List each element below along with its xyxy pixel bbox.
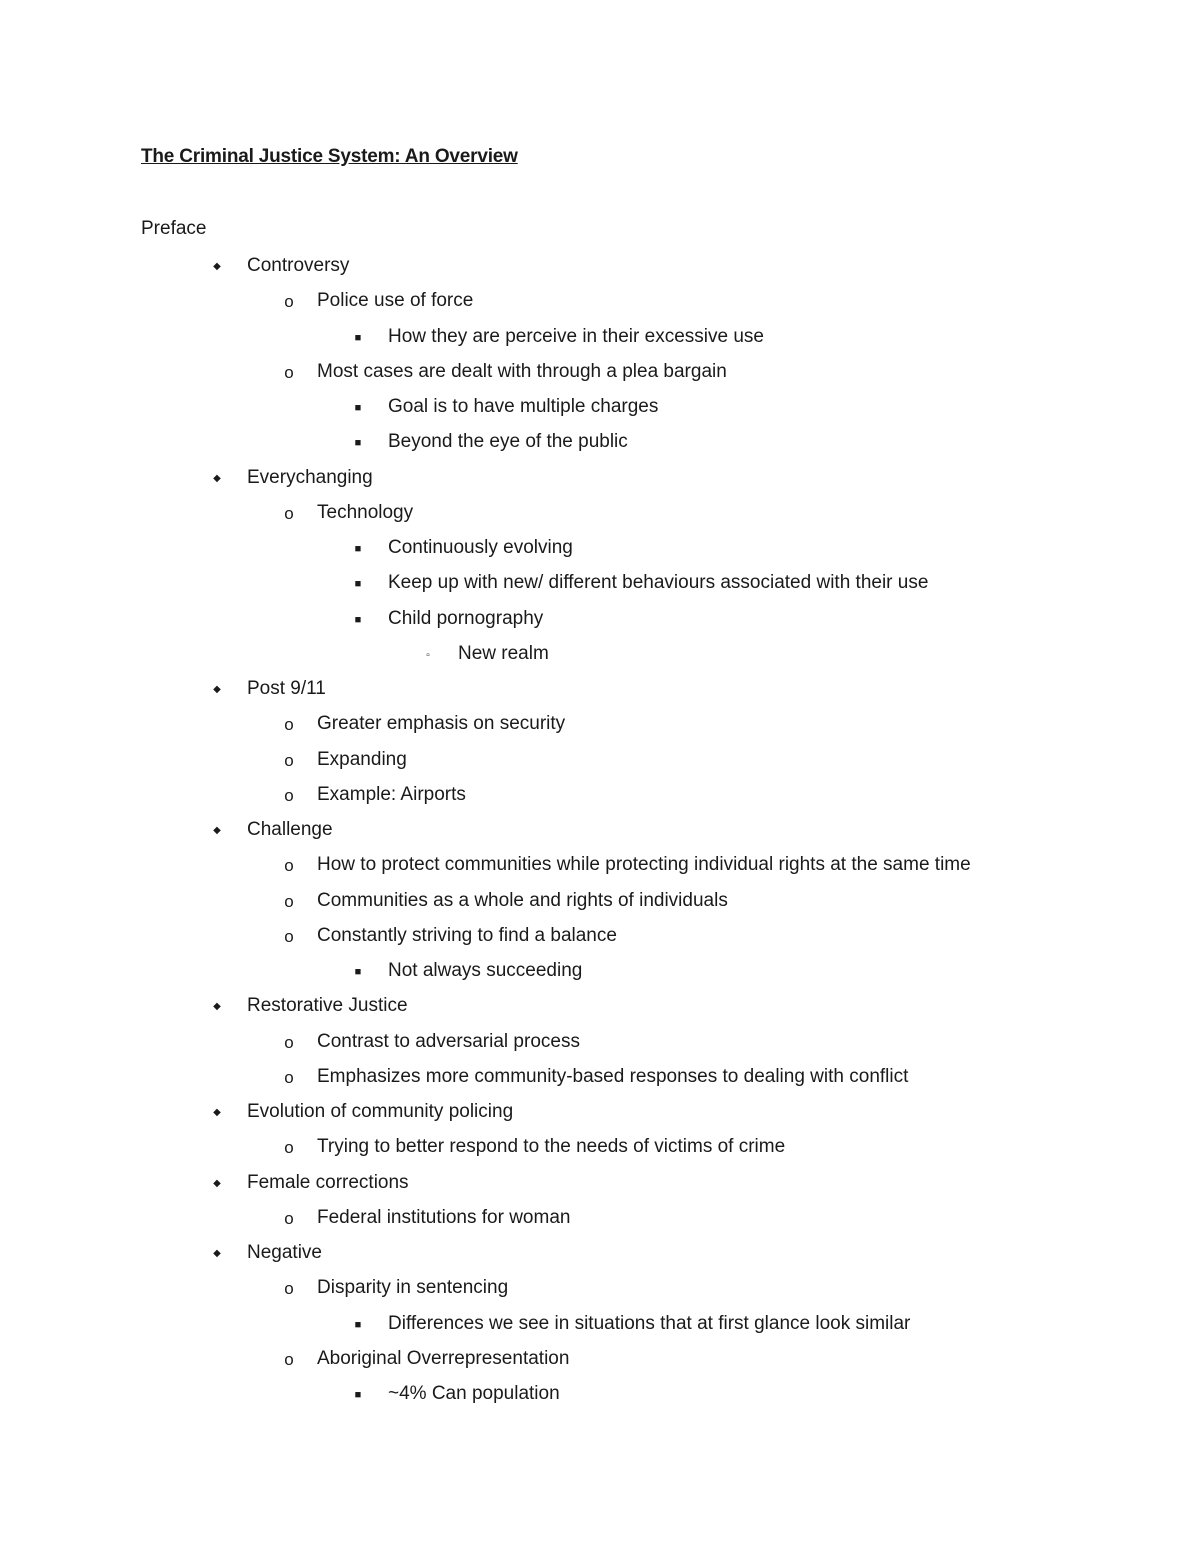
bullet-level-1-icon: ◆	[213, 1177, 221, 1189]
outline-item-text: Disparity in sentencing	[317, 1277, 509, 1299]
bullet-level-2-icon: o	[284, 1349, 294, 1369]
outline-item-text: How they are perceive in their excessive use	[388, 325, 764, 347]
outline-item-text: Negative	[247, 1242, 322, 1263]
bullet-level-2-icon: o	[284, 926, 294, 946]
outline-item-text: Contrast to adversarial process	[317, 1030, 580, 1052]
outline-item-text: Differences we see in situations that at first glance look similar	[388, 1312, 911, 1334]
bullet-level-2-icon: o	[284, 750, 294, 770]
outline-item-text: Continuously evolving	[388, 537, 573, 558]
outline-item-text: Expanding	[317, 748, 407, 770]
outline-item-text: New realm	[458, 642, 549, 664]
outline-item-text: Communities as a whole and rights of individuals	[317, 889, 728, 911]
outline-item-text: Trying to better respond to the needs of victims of crime	[317, 1136, 786, 1158]
outline-item-text: Technology	[317, 501, 414, 523]
bullet-level-1-icon: ◆	[213, 1001, 221, 1013]
outline-item-text: Keep up with new/ different behaviours associated with their use	[388, 572, 929, 594]
bullet-level-2-icon: o	[284, 715, 294, 735]
outline-item-text: Most cases are dealt with through a plea bargain	[317, 360, 727, 382]
bullet-level-3-icon: ■	[354, 613, 362, 626]
bullet-level-2-icon: o	[284, 292, 294, 312]
outline-item-text: Constantly striving to find a balance	[317, 924, 617, 946]
bullet-level-2-icon: o	[284, 362, 294, 382]
bullet-level-1-icon: ◆	[213, 1107, 221, 1118]
outline-item-text: Example: Airports	[317, 783, 466, 805]
outline-item-text: Not always succeeding	[388, 960, 583, 981]
outline-item-text: Goal is to have multiple charges	[388, 396, 659, 417]
document-title: The Criminal Justice System: An Overview	[141, 146, 518, 167]
bullet-level-3-icon: ■	[354, 331, 362, 344]
bullet-level-3-icon: ■	[354, 543, 362, 555]
bullet-level-3-icon: ■	[354, 437, 362, 450]
bullet-level-2-icon: o	[284, 1208, 294, 1228]
outline-item-text: Police use of force	[317, 290, 474, 312]
bullet-level-2-icon: o	[284, 785, 294, 805]
bullet-level-1-icon: ◆	[213, 261, 221, 272]
outline-item-text: How to protect communities while protecting individual rights at the same time	[317, 854, 971, 876]
outline-item-text: Female corrections	[247, 1171, 409, 1193]
bullet-level-4-icon: ▫	[426, 649, 430, 661]
bullet-level-2-icon: o	[284, 503, 294, 523]
outline-item-text: Greater emphasis on security	[317, 713, 566, 735]
bullet-level-2-icon: o	[284, 856, 294, 876]
bullet-level-2-icon: o	[284, 1279, 294, 1299]
bullet-level-1-icon: ◆	[213, 825, 221, 836]
outline-item-text: Child pornography	[388, 607, 544, 629]
outline-item-text: ~4% Can population	[388, 1383, 560, 1404]
outline-item-text: Beyond the eye of the public	[388, 431, 628, 453]
outline-item-text: Restorative Justice	[247, 995, 408, 1017]
bullet-level-1-icon: ◆	[213, 684, 221, 695]
bullet-level-1-icon: ◆	[213, 472, 221, 484]
bullet-level-3-icon: ■	[354, 1318, 362, 1331]
bullet-level-2-icon: o	[284, 891, 294, 911]
bullet-level-3-icon: ■	[354, 966, 362, 978]
bullet-level-2-icon: o	[284, 1138, 294, 1158]
outline-item-text: Post 9/11	[247, 678, 326, 699]
outline-item-text: Challenge	[247, 819, 333, 840]
outline-item-text: Controversy	[247, 255, 350, 276]
outline-item-text: Evolution of community policing	[247, 1101, 514, 1122]
bullet-level-3-icon: ■	[354, 578, 362, 591]
outline-item-text: Federal institutions for woman	[317, 1206, 571, 1228]
bullet-level-1-icon: ◆	[213, 1248, 221, 1259]
outline-item-text: Aboriginal Overrepresentation	[317, 1347, 570, 1369]
outline-item-text: Everychanging	[247, 466, 373, 488]
bullet-level-2-icon: o	[284, 1067, 294, 1087]
outline-item-text: Emphasizes more community-based responses to dealing with conflict	[317, 1065, 909, 1087]
section-heading: Preface	[141, 218, 207, 239]
bullet-level-3-icon: ■	[354, 402, 362, 414]
bullet-level-2-icon: o	[284, 1032, 294, 1052]
bullet-level-3-icon: ■	[354, 1389, 362, 1401]
